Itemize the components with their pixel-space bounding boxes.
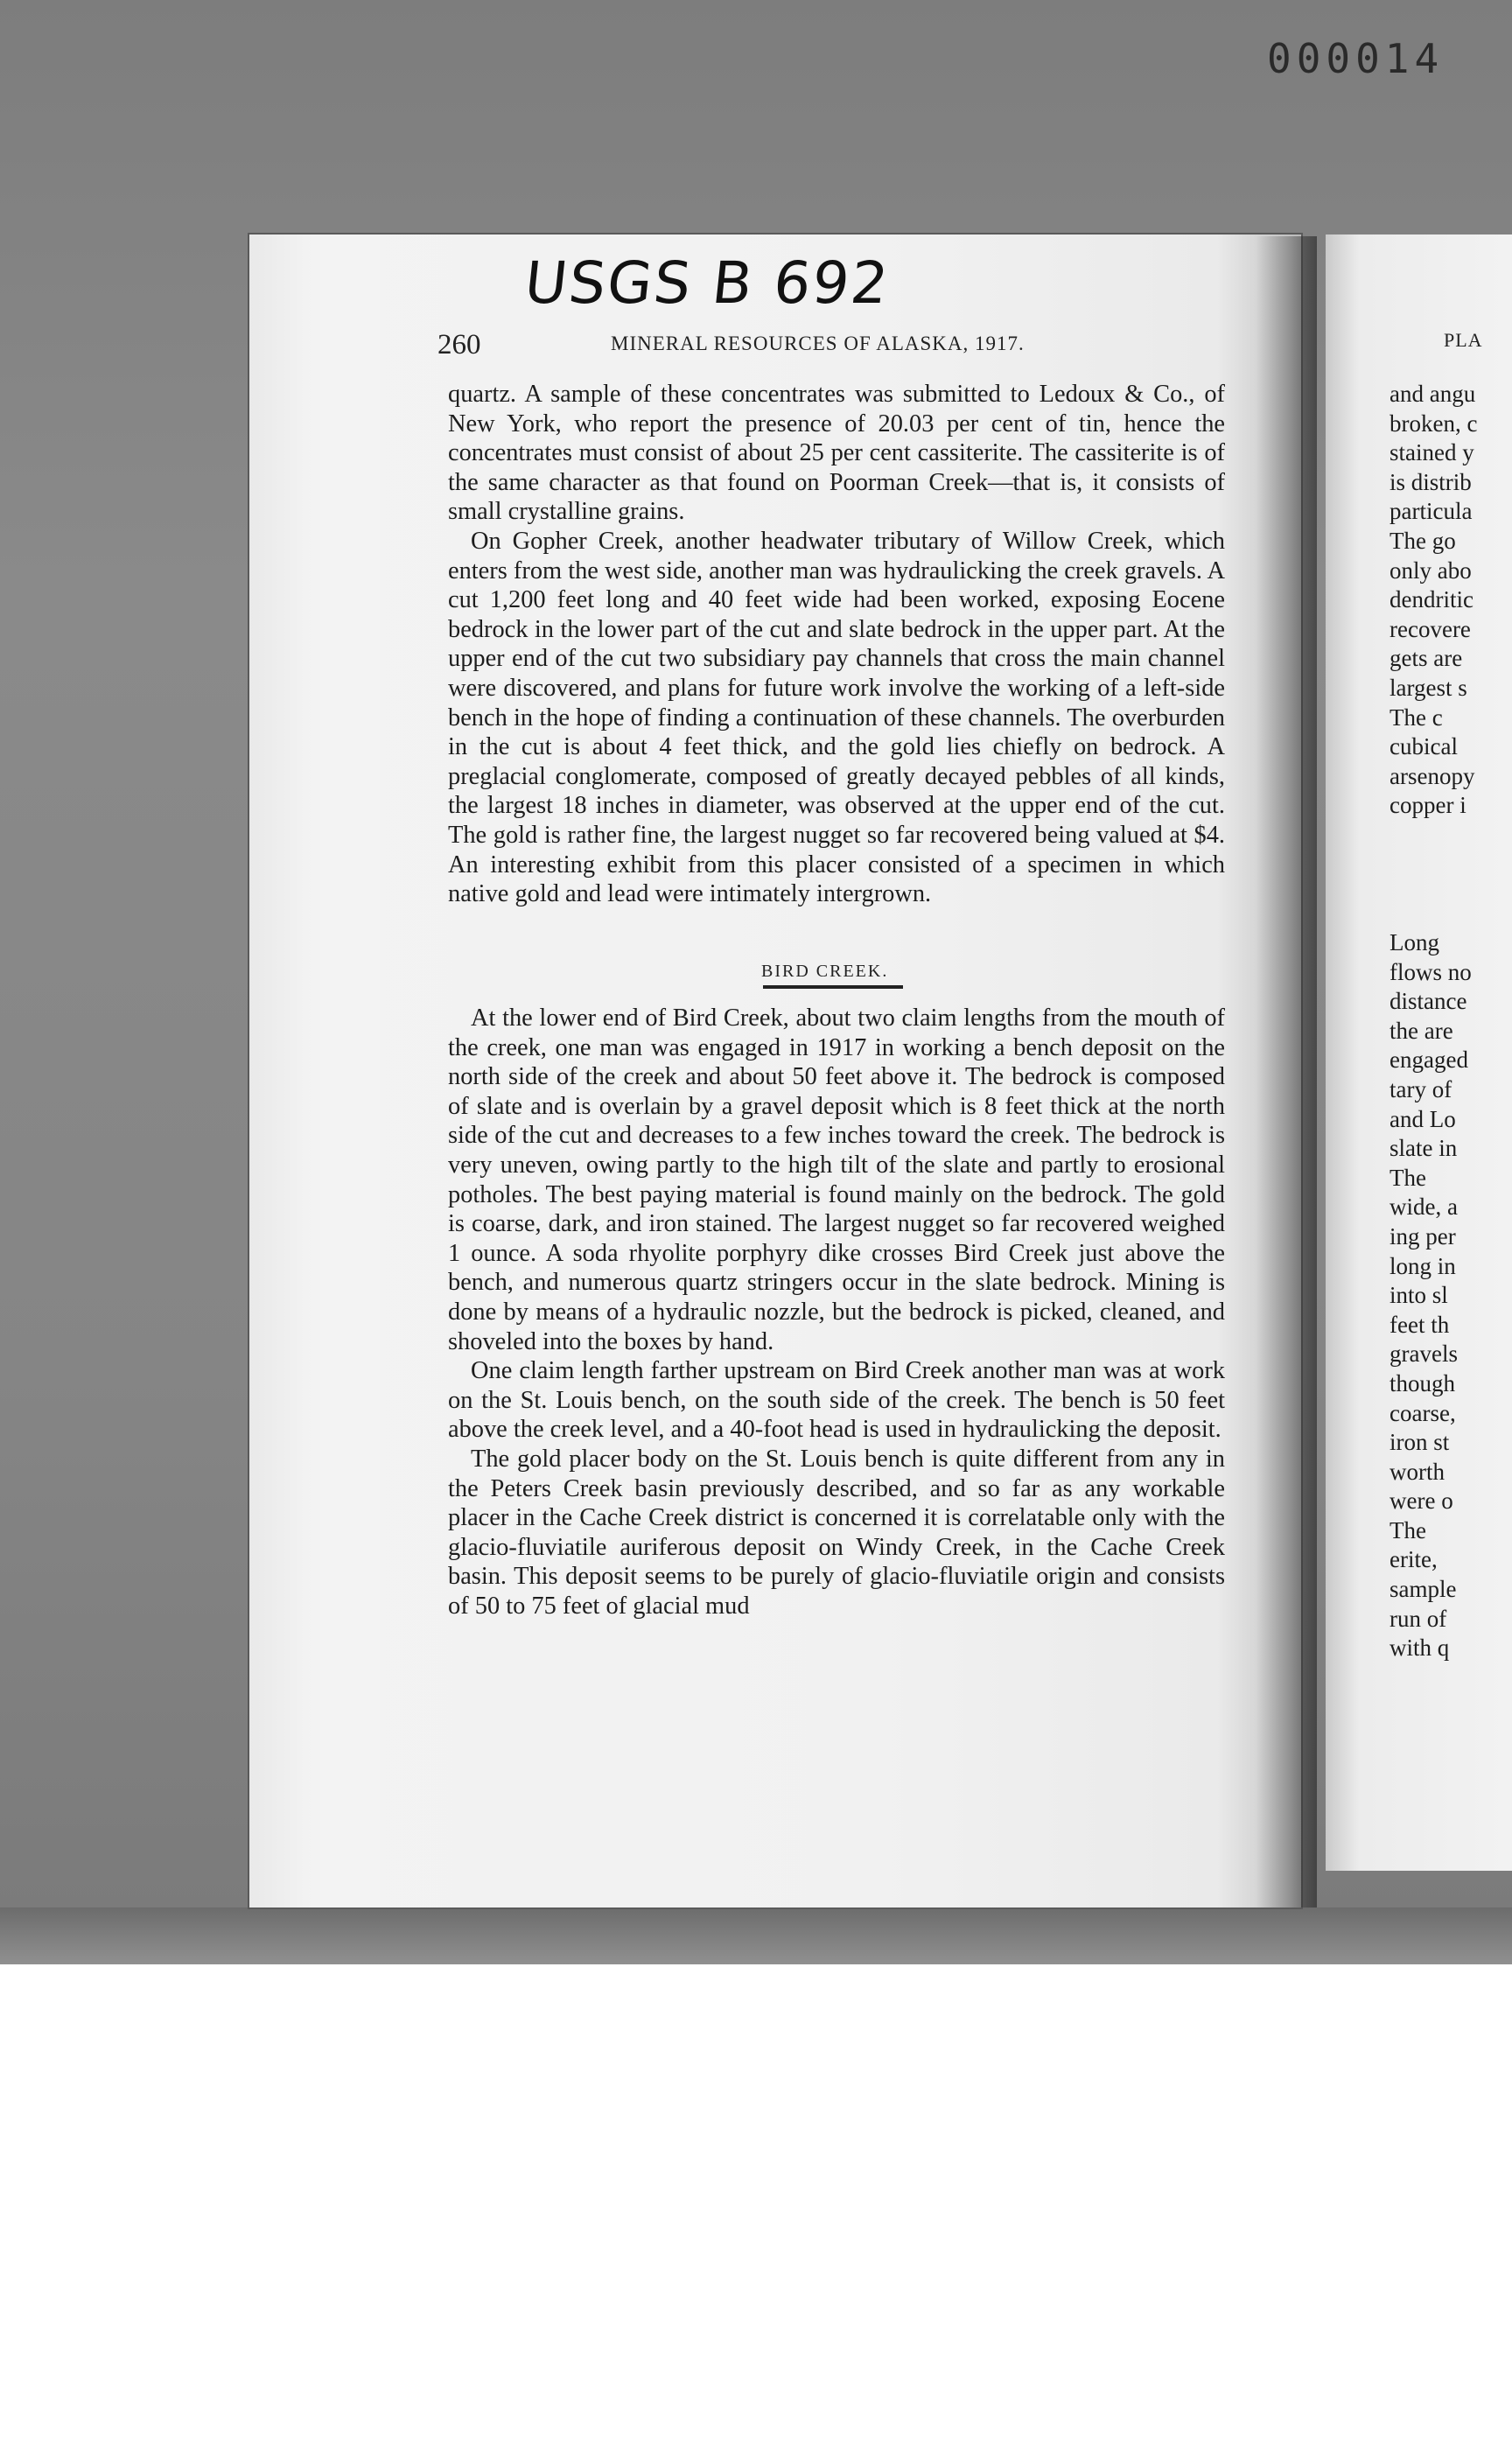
paragraph: On Gopher Creek, another headwater tributary of Willow Creek, which enters from the west side, another man was hydraulicking the creek gravels. A cut 1,200 feet long and 40 feet wide had been worked, exposing Eocene bedrock in the lower part of the cut and slate bedrock in the upper part. At the upper end of the cut two subsidiary pay channels that cross the main channel were discovered, and plans for future work involve the working of a left-side bench in the hope of finding a continuation of these channels. The overburden in the cut is about 4 feet thick, and the gold lies chiefly on bedrock. A preglacial conglomerate, composed of greatly decayed pebbles of all kinds, the largest 18 inches in diameter, was observed at the upper end of the cut. The gold is rather fine, the largest nugget so far recovered being valued at $4. An interesting exhibit from this placer consisted of a specimen in which native gold and lead were intimately intergrown.	[448, 527, 1225, 908]
facing-page-line: arsenopy	[1390, 762, 1475, 789]
facing-page-line: The	[1390, 1164, 1426, 1191]
section-divider	[763, 985, 903, 989]
facing-page-line: broken, c	[1390, 410, 1478, 437]
facing-page-line: and angu	[1390, 381, 1476, 407]
facing-page-line: slate in	[1390, 1135, 1458, 1162]
document-number: 000014	[1267, 35, 1445, 82]
facing-page-line: engaged	[1390, 1046, 1468, 1074]
facing-page-header: PLA	[1444, 329, 1483, 351]
section-heading: BIRD CREEK.	[761, 962, 889, 981]
facing-page-line: iron st	[1390, 1429, 1450, 1456]
facing-page-line: distance	[1390, 988, 1467, 1015]
facing-page-line: The c	[1390, 704, 1443, 731]
facing-page-line: particula	[1390, 498, 1473, 525]
facing-page-text-bottom	[1390, 928, 1494, 1663]
running-head-title: MINERAL RESOURCES OF ALASKA, 1917.	[611, 332, 1025, 354]
facing-page-line: tary of	[1390, 1075, 1452, 1102]
facing-page-line: into sl	[1390, 1282, 1448, 1309]
paragraph: At the lower end of Bird Creek, about two claim lengths from the mouth of the creek, one man was engaged in 1917 in working a bench deposit on the north side of the creek and about 50 feet above it. The bedrock is composed of slate and is overlain by a gravel deposit which is 8 feet thick at the north side of the cut and decreases to a few inches toward the creek. The bedrock is very uneven, owing partly to the high tilt of the slate and partly to erosional potholes. The best paying material is found mainly on the bedrock. The gold is coarse, dark, and iron stained. The largest nugget so far recovered weighed 1 ounce. A soda rhyolite porphyry dike crosses Bird Creek just above the bench, and numerous quartz stringers occur in the slate bedrock. Mining is done by means of a hydraulic nozzle, but the bedrock is picked, cleaned, and shoveled into the boxes by hand.	[448, 1004, 1225, 1355]
facing-page-line: gravels	[1390, 1340, 1458, 1368]
paragraph: One claim length farther upstream on Bird Creek another man was at work on the St. Louis bench, on the south side of the creek. The bench is 50 feet above the creek level, and a 40-foot head is used in hydraulicking the deposit.	[448, 1357, 1225, 1444]
page-number: 260	[438, 329, 481, 360]
facing-page-line: cubical	[1390, 733, 1458, 760]
facing-page-line: wide, a	[1390, 1194, 1458, 1221]
facing-page-line: Long	[1390, 929, 1439, 956]
facing-page-line: copper i	[1390, 792, 1466, 819]
body-text-top	[448, 380, 1225, 909]
paragraph: The gold placer body on the St. Louis bench is quite different from any in the Peters Creek basin previously described, and so far as any workable placer in the Cache Creek district is concerned it is correlatable only with the glacio-fluviatile auriferous deposit on Windy Creek, in the Cache Creek basin. This deposit seems to be purely of glacio-fluviatile origin and consists of 50 to 75 feet of glacial mud	[448, 1445, 1225, 1620]
facing-page-line: is distrib	[1390, 468, 1472, 495]
facing-page-line: run of	[1390, 1605, 1447, 1632]
paragraph: quartz. A sample of these concentrates was submitted to Ledoux & Co., of New York, who report the presence of 20.03 per cent of tin, hence the concentrates must consist of about 25 per cent cassiterite. The cassiterite is of the same character as that found on Poorman Creek—that is, it consists of small crystalline grains.	[448, 381, 1225, 526]
page-gutter-shadow	[1256, 236, 1317, 1908]
facing-page-text-top	[1390, 380, 1494, 821]
facing-page-line: with q	[1390, 1634, 1450, 1662]
facing-page-line: gets are	[1390, 645, 1463, 672]
facing-page-line: were o	[1390, 1488, 1453, 1515]
facing-page-line: feet th	[1390, 1311, 1450, 1338]
facing-page-line: worth	[1390, 1458, 1445, 1485]
facing-page-line: coarse,	[1390, 1399, 1456, 1426]
facing-page-line: ing per	[1390, 1222, 1456, 1250]
facing-page-line: stained y	[1390, 439, 1474, 466]
facing-page-line: The go	[1390, 527, 1456, 554]
facing-page-line: dendritic	[1390, 586, 1474, 613]
facing-page-line: long in	[1390, 1252, 1456, 1279]
body-text-bottom	[448, 1004, 1225, 1620]
facing-page-line: the are	[1390, 1017, 1453, 1044]
facing-page-line: though	[1390, 1369, 1456, 1396]
facing-page-line: erite,	[1390, 1546, 1438, 1573]
facing-page-line: largest s	[1390, 674, 1467, 701]
facing-page-line: The	[1390, 1516, 1426, 1544]
handwritten-label: USGS B 692	[521, 249, 893, 317]
facing-page-line: only abo	[1390, 556, 1472, 584]
facing-page-line: sample	[1390, 1576, 1457, 1603]
facing-page-line: flows no	[1390, 958, 1472, 985]
facing-page-line: and Lo	[1390, 1105, 1456, 1132]
facing-page-line: recovere	[1390, 615, 1471, 642]
